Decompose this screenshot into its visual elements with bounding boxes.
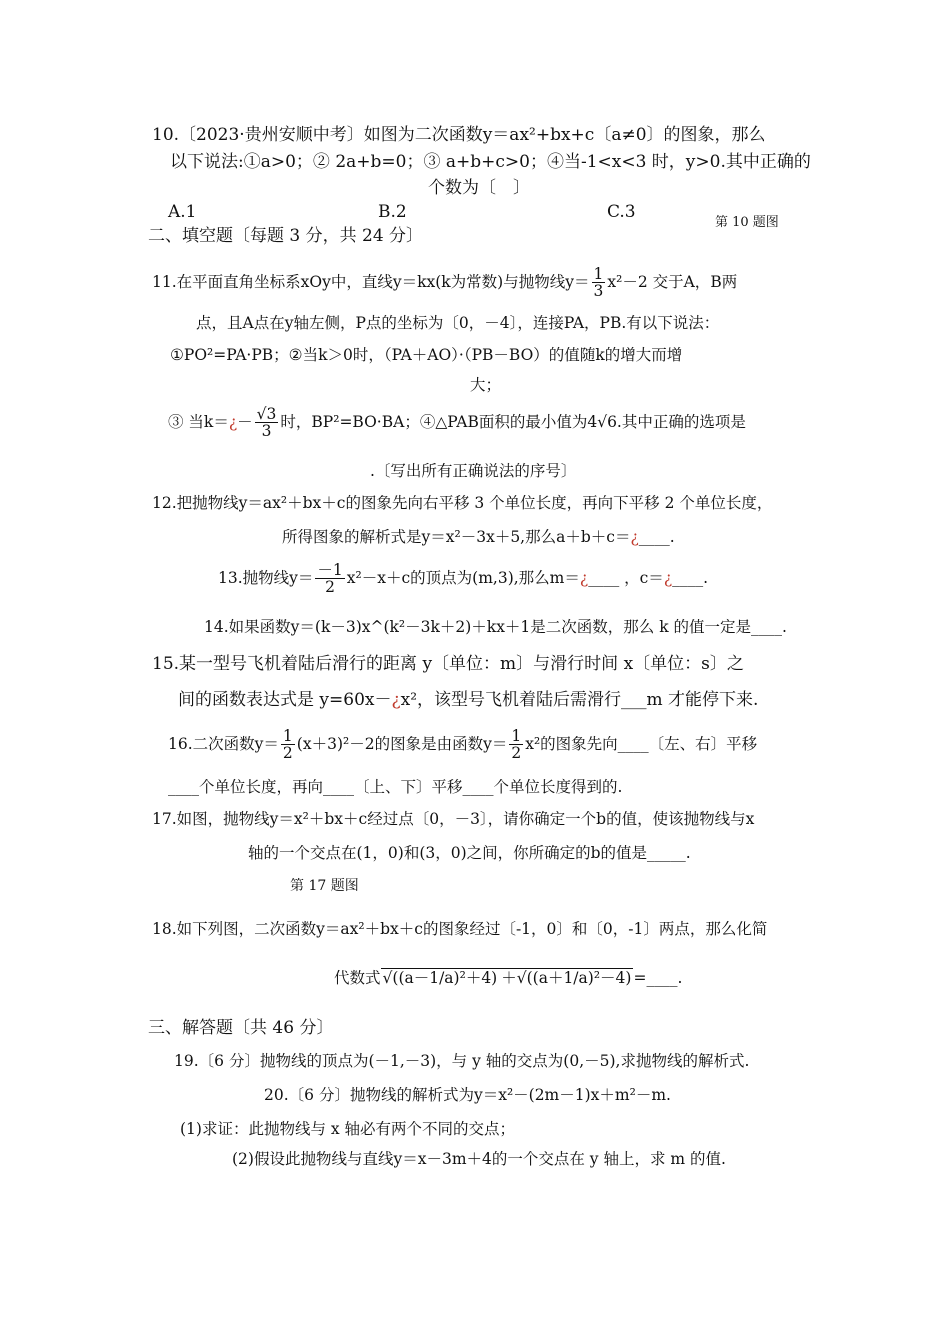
q15-glyph-red: ¿ <box>391 690 401 710</box>
q10-figure-caption: 第 10 题图 <box>715 215 779 230</box>
q11-line5 <box>168 406 746 440</box>
q15-line2-a: 间的函数表达式是 y=60x－ <box>178 690 392 710</box>
q12-line1: 12.把抛物线y＝ax²＋bx＋c的图象先向右平移 3 个单位长度，再向下平移 2 个单位长度， <box>152 494 773 512</box>
section-3-heading: 三、解答题〔共 46 分〕 <box>148 1018 334 1038</box>
q20-line1: 20.〔6 分〕抛物线的解析式为y＝x²－(2m－1)x＋m²－m. <box>264 1086 671 1104</box>
q16-line1 <box>168 728 757 762</box>
q16-fraction-2 <box>509 728 523 762</box>
q10-line3: 个数为〔 〕 <box>428 178 530 198</box>
q18-radical-1: √((a－1/a)²＋4) <box>382 969 498 987</box>
q13-line <box>218 562 708 596</box>
q14-line: 14.如果函数y＝(k－3)x^(k²－3k＋2)＋kx＋1是二次函数，那么 k 的值一定是____. <box>204 618 787 636</box>
q13-c: ____ ，c＝ <box>588 569 664 588</box>
q12-glyph-red: ¿ <box>630 528 639 546</box>
q17-line1: 17.如图，抛物线y＝x²＋bx＋c经过点〔0，－3〕，请你确定一个b的值，使该抛物线与x <box>152 810 755 828</box>
q17-line2: 轴的一个交点在(1，0)和(3，0)之间，你所确定的b的值是_____. <box>248 844 691 862</box>
q18-line2-b: =____. <box>633 969 683 987</box>
q12-line2-a: 所得图象的解析式是y＝x²－3x＋5,那么a＋b＋c＝ <box>282 528 631 546</box>
q16-c: x²的图象先向____〔左、右〕平移 <box>525 735 758 754</box>
q11-fraction <box>592 266 606 300</box>
q18-line2 <box>334 968 682 988</box>
q18-radical-2: ＋√((a＋1/a)²－4) <box>501 969 632 987</box>
q16-fraction-1-numerator: 1 <box>282 727 293 745</box>
q13-a: 13.抛物线y＝ <box>218 569 314 588</box>
q15-line2 <box>178 690 758 710</box>
q16-fraction-2-denominator: 2 <box>511 744 522 763</box>
q11-fraction-denominator: 3 <box>593 282 604 301</box>
q13-glyph-red-1: ¿ <box>579 569 589 588</box>
q20-line2: (1)求证：此抛物线与 x 轴必有两个不同的交点； <box>180 1120 516 1138</box>
q13-fraction-numerator: －1 <box>317 561 343 579</box>
q17-figure-caption: 第 17 题图 <box>290 878 359 894</box>
q11-line1 <box>152 266 737 300</box>
q11-fraction-2 <box>255 406 279 440</box>
q10-option-b: B.2 <box>378 202 407 222</box>
q11-glyph-red: ¿ <box>228 413 238 432</box>
q10-option-c: C.3 <box>607 202 636 222</box>
q16-fraction-1-denominator: 2 <box>282 744 293 763</box>
q18-line2-a: 代数式 <box>334 969 381 987</box>
q13-fraction <box>315 562 344 596</box>
q11-line4: 大； <box>470 376 502 394</box>
q10-option-a: A.1 <box>168 202 197 222</box>
q13-b: x²－x＋c的顶点为(m,3),那么m＝ <box>346 569 580 588</box>
q19-line: 19.〔6 分〕抛物线的顶点为(－1,－3)，与 y 轴的交点为(0,－5),求抛物线的解析式. <box>174 1052 750 1070</box>
q10-line2: 以下说法:①a>0；② 2a+b=0；③ a+b+c>0；④当-1<x<3 时，y>0.其中正确的 <box>170 152 811 172</box>
q16-b: (x＋3)²－2的图象是由函数y＝ <box>296 735 508 754</box>
section-2-heading: 二、填空题〔每题 3 分，共 24 分〕 <box>148 226 424 246</box>
q11-line2: 点，且A点在y轴左侧，P点的坐标为〔0，－4〕，连接PA，PB.有以下说法： <box>196 314 720 332</box>
q15-line2-b: x²，该型号飞机着陆后需滑行___m 才能停下来. <box>400 690 759 710</box>
q16-fraction-2-numerator: 1 <box>511 727 522 745</box>
q15-line1: 15.某一型号飞机着陆后滑行的距离 y〔单位：m〕与滑行时间 x〔单位：s〕之 <box>152 654 744 674</box>
q11-fraction-2-denominator: 3 <box>261 422 272 441</box>
q12-line2 <box>282 528 675 547</box>
q11-line5-a: ③ 当k＝ <box>168 413 229 432</box>
q13-e: ____. <box>672 569 709 588</box>
q13-fraction-denominator: 2 <box>325 578 336 597</box>
q11-line5-c: 时，BP²=BO·BA；④△PAB面积的最小值为4√6.其中正确的选项是 <box>280 413 746 432</box>
q20-line3: (2)假设此抛物线与直线y＝x－3m＋4的一个交点在 y 轴上，求 m 的值. <box>232 1150 726 1168</box>
q11-line6: .〔写出所有正确说法的序号〕 <box>370 462 577 480</box>
q11-line5-b: － <box>237 413 253 432</box>
q11-line1-b: x²－2 交于A，B两 <box>607 273 738 292</box>
q11-fraction-numerator: 1 <box>593 265 604 283</box>
q11-line1-a: 11.在平面直角坐标系xOy中，直线y＝kx(k为常数)与抛物线y＝ <box>152 273 590 292</box>
q16-line2: ____个单位长度，再向____〔上、下〕平移____个单位长度得到的. <box>168 778 623 796</box>
q10-line1: 10.〔2023·贵州安顺中考〕如图为二次函数y＝ax²+bx+c〔a≠0〕的图象，那么 <box>152 125 766 145</box>
q16-fraction-1 <box>281 728 295 762</box>
q16-a: 16.二次函数y＝ <box>168 735 279 754</box>
q13-glyph-red-2: ¿ <box>663 569 673 588</box>
q11-line3: ①PO²=PA·PB；②当k＞0时，（PA＋AO）·（PB－BO）的值随k的增大而增 <box>170 346 683 364</box>
q18-line1: 18.如下列图，二次函数y＝ax²＋bx＋c的图象经过〔-1，0〕和〔0，-1〕两点，那么化简 <box>152 920 768 938</box>
q12-line2-b: ____. <box>638 528 675 546</box>
q11-fraction-2-numerator: √3 <box>256 405 277 423</box>
